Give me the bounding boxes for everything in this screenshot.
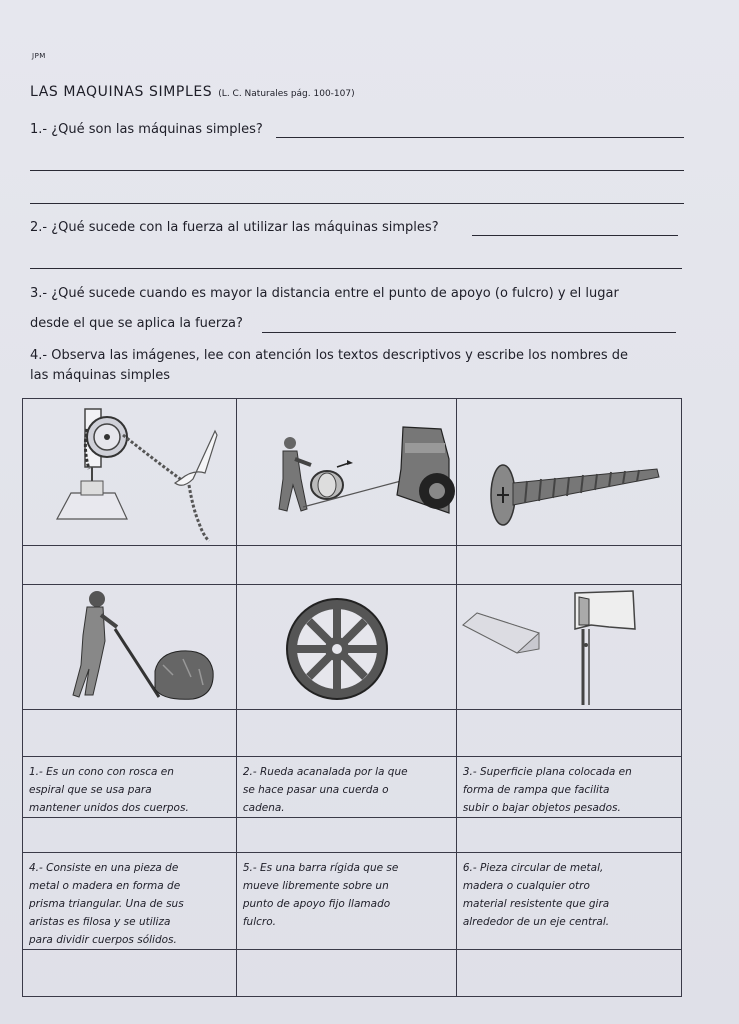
question-3-line1: 3.- ¿Qué sucede cuando es mayor la distancia entre el punto de apoyo (o fulcro) y el lugar	[30, 286, 619, 301]
question-1: 1.- ¿Qué son las máquinas simples?	[30, 122, 263, 137]
answer-cell-def-3[interactable]	[456, 818, 681, 853]
machines-table	[22, 398, 682, 997]
wedge-axe-icon	[457, 585, 679, 709]
screw-icon	[457, 399, 679, 545]
image-cell-wheel-axle	[236, 399, 456, 546]
image-cell-pulley	[23, 399, 237, 546]
answer-line-1c[interactable]	[30, 203, 684, 204]
answer-cell-1[interactable]	[23, 546, 237, 585]
answer-cell-def-1[interactable]	[23, 818, 237, 853]
question-2: 2.- ¿Qué sucede con la fuerza al utilizar las máquinas simples?	[30, 220, 439, 235]
definition-6: 6.- Pieza circular de metal, madera o cualquier otro material resistente que gira alrededor de un eje central.	[456, 853, 681, 950]
answer-cell-def-2[interactable]	[236, 818, 456, 853]
title-reference: (L. C. Naturales pág. 100-107)	[218, 89, 355, 99]
answer-cell-3[interactable]	[456, 546, 681, 585]
title-text: LAS MAQUINAS SIMPLES	[30, 84, 213, 100]
answer-line-3[interactable]	[262, 332, 676, 333]
definition-3: 3.- Superficie plana colocada en forma de rampa que facilita subir o bajar objetos pesados.	[456, 757, 681, 818]
answer-line-2a[interactable]	[472, 235, 678, 236]
image-cell-wedge-axe	[456, 585, 681, 710]
wheel-icon	[237, 585, 455, 709]
question-3-line2: desde el que se aplica la fuerza?	[30, 316, 243, 331]
definition-5: 5.- Es una barra rígida que se mueve libremente sobre un punto de apoyo fijo llamado fulcro.	[236, 853, 456, 950]
answer-line-2b[interactable]	[30, 268, 682, 269]
answer-line-1b[interactable]	[30, 170, 684, 171]
wheel-axle-man-icon	[237, 399, 455, 545]
answer-cell-def-5[interactable]	[236, 950, 456, 997]
question-4-line1: 4.- Observa las imágenes, lee con atención los textos descriptivos y escribe los nombres de	[30, 348, 628, 363]
answer-line-1a[interactable]	[276, 137, 684, 138]
answer-cell-5[interactable]	[236, 710, 456, 757]
author-initials: JPM	[32, 52, 46, 60]
definition-1: 1.- Es un cono con rosca en espiral que se usa para mantener unidos dos cuerpos.	[23, 757, 237, 818]
answer-cell-4[interactable]	[23, 710, 237, 757]
definition-4: 4.- Consiste en una pieza de metal o madera en forma de prisma triangular. Una de sus aristas es filosa y se utiliza para dividir cuerpos sólidos.	[23, 853, 237, 950]
answer-cell-def-6[interactable]	[456, 950, 681, 997]
answer-cell-2[interactable]	[236, 546, 456, 585]
image-cell-screw	[456, 399, 681, 546]
lever-man-rock-icon	[23, 585, 241, 709]
answer-cell-6[interactable]	[456, 710, 681, 757]
page-title	[30, 84, 355, 100]
answer-cell-def-4[interactable]	[23, 950, 237, 997]
definition-2: 2.- Rueda acanalada por la que se hace pasar una cuerda o cadena.	[236, 757, 456, 818]
image-cell-wheel	[236, 585, 456, 710]
question-4-line2: las máquinas simples	[30, 368, 171, 383]
image-cell-lever	[23, 585, 237, 710]
pulley-icon	[23, 399, 241, 545]
